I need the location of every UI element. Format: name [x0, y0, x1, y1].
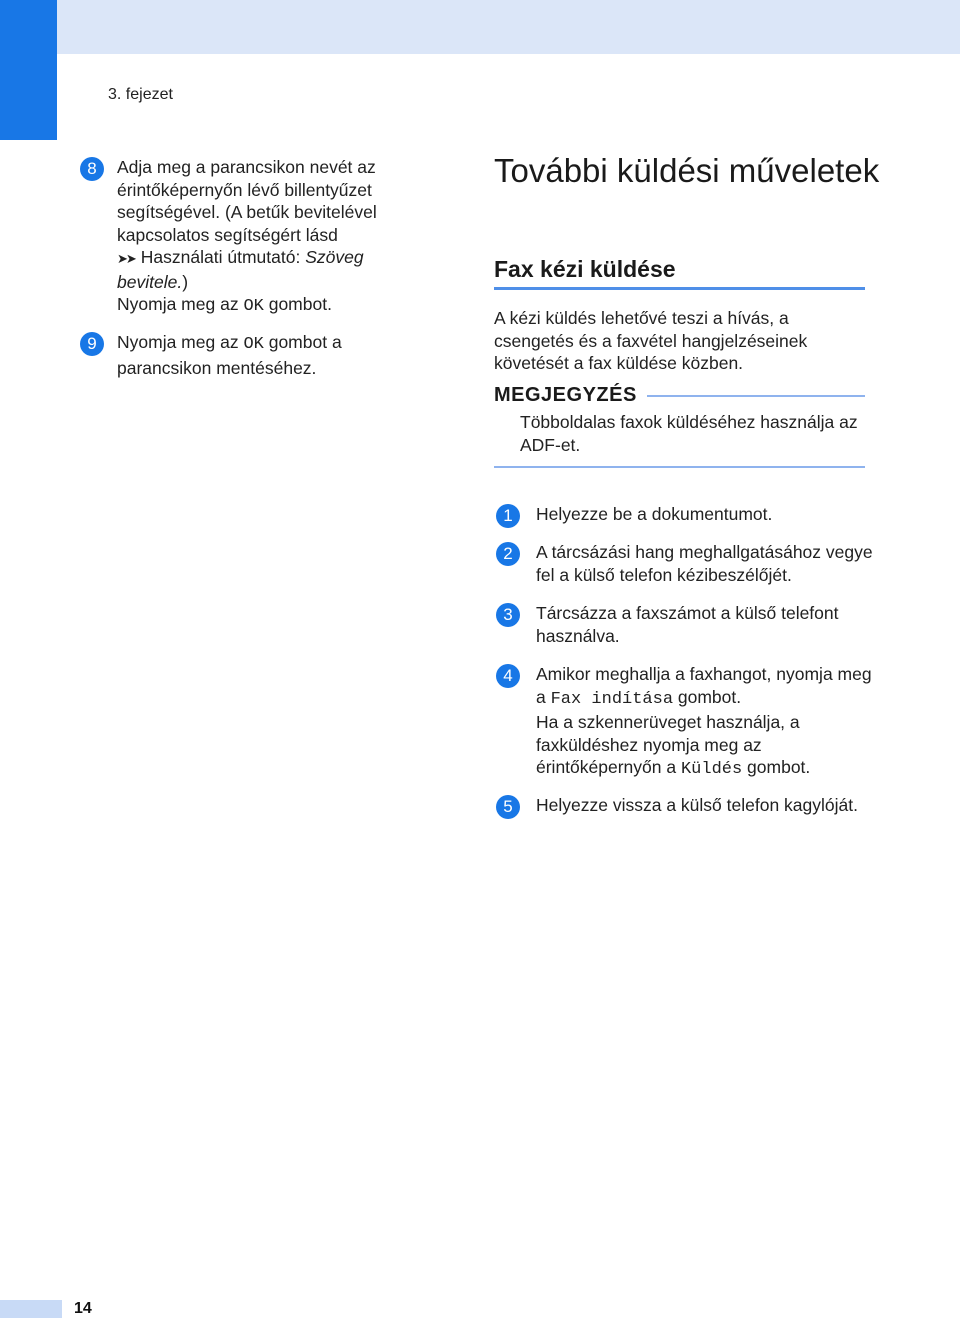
chapter-tab-marker: [0, 0, 57, 140]
note-title: MEGJEGYZÉS: [494, 384, 637, 406]
header-band: [57, 0, 960, 54]
step-text: Tárcsázza a faxszámot a külső telefont használva.: [536, 603, 839, 646]
note-body: Többoldalas faxok küldéséhez használja az ADF-et.: [520, 412, 858, 455]
note-divider: [647, 395, 865, 397]
step-2: [496, 541, 876, 586]
ok-button-ref: OK: [243, 297, 264, 316]
step-number-badge: 5: [496, 795, 520, 819]
subsection-title: Fax kézi küldése: [494, 256, 865, 290]
step-number-badge: 3: [496, 603, 520, 627]
section-title: További küldési műveletek: [494, 152, 880, 189]
step-4: [496, 663, 876, 782]
cross-reference: Szöveg bevitele.: [117, 247, 364, 292]
ok-button-ref: OK: [243, 335, 264, 354]
note-bottom-divider: [494, 466, 865, 468]
step-number-badge: 8: [80, 157, 104, 181]
page-number: 14: [74, 1300, 92, 1317]
double-arrow-icon: ➤➤: [117, 251, 135, 266]
step-5: [496, 794, 876, 819]
footer-band: [0, 1300, 62, 1318]
step-text: A tárcsázási hang meghallgatásához vegye fel a külső telefon kézibeszélőjét.: [536, 542, 873, 585]
note-header: [494, 384, 865, 407]
step-text: Nyomja meg az OK gombot a parancsikon mentéséhez.: [117, 332, 342, 378]
step-text: Amikor meghallja a faxhangot, nyomja meg a Fax indítása gombot. Ha a szkennerüveget használja, a faxküldéshez nyomja meg az érintőképernyőn a Küldés gombot.: [536, 664, 872, 779]
fax-start-button-ref: Fax indítása: [550, 689, 674, 709]
step-1: [496, 503, 876, 528]
step-number-badge: 9: [80, 332, 104, 356]
step-number-badge: 2: [496, 542, 520, 566]
step-text: Adja meg a parancsikon nevét az érintőképernyőn lévő billentyűzet segítségével. (A betűk bevitelével kapcsolatos segítségért lásd ➤➤ Használati útmutató: Szöveg bevitele.) Nyomja meg az OK gombot.: [117, 157, 377, 316]
intro-paragraph: A kézi küldés lehetővé teszi a hívás, a csengetés és a faxvétel hangjelzéseinek követését a fax küldése közben.: [494, 308, 808, 373]
chapter-label: 3. fejezet: [108, 86, 173, 103]
step-9: [80, 331, 420, 379]
step-3: [496, 602, 876, 647]
step-8: [80, 156, 420, 319]
step-number-badge: 4: [496, 664, 520, 688]
step-text: Helyezze be a dokumentumot.: [536, 504, 773, 524]
step-number-badge: 1: [496, 504, 520, 528]
send-button-ref: Küldés: [680, 760, 743, 779]
step-text: Helyezze vissza a külső telefon kagylóját.: [536, 795, 858, 815]
